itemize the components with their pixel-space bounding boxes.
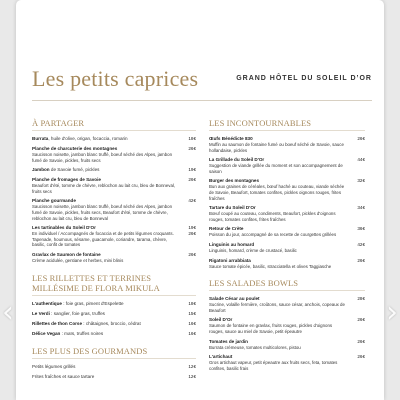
menu-item-name: Retour de Crète <box>209 226 244 232</box>
menu-item-price: 32€ <box>357 178 365 184</box>
menu-item-price: 34€ <box>357 205 365 211</box>
menu-item-name-line <box>32 301 176 307</box>
menu-item-price: 26€ <box>357 257 365 263</box>
menu-item <box>32 198 196 221</box>
menu-item-price: 42€ <box>357 241 365 247</box>
left-column <box>32 118 196 384</box>
section-title: LES INCONTOURNABLES <box>209 118 365 131</box>
menu-item-description: Beaufort d'été, tomme de chèvre, reblochon au lait cru, bleu de Bonneval, fruits secs <box>32 183 176 194</box>
menu-item-name: Soleil D'Or <box>209 317 233 323</box>
menu-item-price: 18€ <box>188 300 196 306</box>
section-title: LES PLUS DES GOURMANDS <box>32 346 196 359</box>
menu-item-description: Saumon de fontaine en gravlax, fruits rouges, pickles d'oignons rouges, sauce au miel de Savoie, petit épeautre <box>209 323 333 334</box>
header-divider <box>32 100 372 101</box>
menu-item-name-line <box>32 374 176 380</box>
menu-item-name: Le Verdi <box>32 310 50 316</box>
menu-item-price: 36€ <box>357 226 365 232</box>
menu-item-name: Rillettes de thon Corse <box>32 320 83 326</box>
menu-page <box>16 0 384 400</box>
menu-item-name: Œufs Bénédicte 830 <box>209 136 253 141</box>
menu-item <box>209 178 365 201</box>
menu-item-description: Muffin au saumon de fontaine fumé ou boeuf séché de Savoie, sauce hollandaise, pickles <box>209 142 344 153</box>
menu-item-name: Planche de fromages de Savoie <box>32 177 101 183</box>
menu-item-description: Linguinis, homard, crème de crustacé, basilic <box>209 247 297 253</box>
menu-item-price: 19€ <box>188 167 196 173</box>
hotel-name: GRAND HÔTEL DU SOLEIL D’OR <box>236 75 372 82</box>
menu-item-price: 44€ <box>357 157 365 163</box>
menu-item-name: Burrata <box>32 136 49 141</box>
menu-item-name-detail: , huile d'olive, origan, focaccia, romarin <box>48 136 128 141</box>
section-title: LES SALADES BOWLS <box>209 278 365 291</box>
menu-title: Les petits caprices <box>32 66 199 91</box>
menu-item-name: Rigatoni arrabbiata <box>209 257 251 263</box>
menu-item-name-line <box>32 331 176 337</box>
menu-item-price: 15€ <box>188 310 196 316</box>
menu-item-name: Gravlax de Saumon de fontaine <box>32 251 101 257</box>
menu-item <box>32 146 196 163</box>
menu-item-price: 28€ <box>357 296 365 302</box>
menu-item-price: 26€ <box>188 251 196 257</box>
menu-item-price: 26€ <box>357 317 365 323</box>
menu-item-description: Bœuf coupé au couteau, condiments, Beaufort, pickles d'oignons rouges, tomates confites, frites fraîches <box>209 211 336 222</box>
menu-item-name: Jambon <box>32 167 50 173</box>
menu-item <box>209 205 365 222</box>
menu-item <box>32 177 196 194</box>
menu-item <box>209 157 365 174</box>
menu-item-name-line <box>32 321 176 327</box>
menu-item-name: La Grillade du Soleil D'Or <box>209 157 265 163</box>
section-title: À PARTAGER <box>32 118 196 131</box>
menu-item-description: Suggestion de viande grillée du moment et son accompagnement de saison <box>209 163 343 174</box>
menu-item <box>32 225 196 248</box>
menu-item-name: Salade César au poulet <box>209 296 260 302</box>
menu-item <box>32 374 196 380</box>
menu-item-description: Bun aux graines de céréales, bœuf haché au couteau, viande séchée de Savoie, Beaufort, tomates confites, pickles oignons rouges, frites fraîches <box>209 184 345 201</box>
menu-item-description: Crème acidulée, gentiane et herbes, mini blinis <box>32 257 124 263</box>
menu-item-description: Sucrine, volaille fermière, croûtons, sauce césar, anchois, copeaux de Beaufort <box>209 302 345 313</box>
menu-item-name-line <box>32 311 176 317</box>
menu-item-description: Sauce tomate épicée, basilic, stracciatella et olives Taggiasche <box>209 263 332 269</box>
menu-item-price: 19€ <box>188 225 196 231</box>
menu-item-description: Saucisson noisette, jambon blanc truffé, boeuf séché des Alpes, jambon fumé de Savoie, pickles, fruits secs, Beaufort d'été, tomme de chèvre, reblochon au lait cru, bleu de Bonneval <box>32 204 173 221</box>
menu-item <box>32 311 196 317</box>
menu-item-price: 18€ <box>188 136 196 141</box>
menu-item-price: 26€ <box>357 136 365 141</box>
menu-item <box>32 321 196 327</box>
menu-item <box>209 339 365 351</box>
menu-item-name-detail: : sanglier, foie gras, truffes <box>49 310 105 316</box>
menu-item-price-alt: 26€ <box>188 231 196 237</box>
menu-item-description: En individuel / Accompagnés de focaccia et de petits légumes croquants. Tapenade, houmous, sésame, guacamole, coriandre, tarama, chèvre, basilic, confit de tomates <box>32 231 174 248</box>
menu-item <box>32 364 196 370</box>
right-column <box>209 118 365 375</box>
menu-item-name-line <box>32 364 176 370</box>
menu-item-name: Burger des montagnes <box>209 178 260 184</box>
menu-item-description: Poisson du jour, accompagné de sa recette de courgettes grillées <box>209 232 337 238</box>
menu-item-name-detail: : maïs, truffes noires <box>60 330 104 336</box>
next-page-chevron-icon[interactable]: › <box>386 295 398 330</box>
menu-item-price: 16€ <box>188 320 196 326</box>
menu-item-name: Les tartinables du Soleil D'Or <box>32 225 96 231</box>
menu-item <box>32 331 196 337</box>
menu-item <box>209 317 365 334</box>
menu-item-price: 26€ <box>357 338 365 344</box>
menu-item <box>209 258 365 270</box>
menu-item-description: Saucisson noisette, jambon blanc truffé, boeuf séché des Alpes, jambon fumé de Savoie, pickles, fruits secs <box>32 152 173 163</box>
menu-item-price: 26€ <box>357 354 365 360</box>
menu-item <box>209 242 365 254</box>
menu-item-name-line <box>32 167 176 173</box>
menu-item-name: Tartare du Soleil D'Or <box>209 205 256 211</box>
menu-item-name-detail: : foie gras, piment d'Espelette <box>61 300 124 306</box>
menu-item-name-detail: de Savoie fumé, pickles <box>49 167 100 173</box>
menu-item-price: 26€ <box>188 177 196 183</box>
menu-item <box>209 354 365 371</box>
menu-item <box>209 136 365 153</box>
menu-item <box>209 226 365 238</box>
menu-item <box>32 167 196 173</box>
menu-item-name: Tomates de jardin <box>209 338 248 344</box>
previous-page-chevron-icon[interactable]: ‹ <box>2 295 14 330</box>
menu-item-description: Burrata crémeuse, tomates multicolores, pistou <box>209 344 301 350</box>
menu-item-name-detail: : châtaignes, broccio, cédrat <box>82 320 141 326</box>
menu-item-name: L'artichaut <box>209 354 233 360</box>
menu-item-name-detail: Petits légumes grillés <box>32 363 76 369</box>
menu-item <box>209 296 365 313</box>
section-title: LES RILLETTES ET TERRINES MILLÉSIME DE FLORA MIKULA <box>32 273 196 296</box>
menu-item-name: Délice Vegan <box>32 330 61 336</box>
menu-item-price: 16€ <box>188 330 196 336</box>
menu-item-price: 12€ <box>188 373 196 379</box>
menu-item <box>32 136 196 142</box>
menu-item <box>32 301 196 307</box>
menu-item-name: Planche de charcuterie des montagnes <box>32 146 118 151</box>
menu-item-name-detail: Frites fraîches et sauce tartare <box>32 373 95 379</box>
menu-item-name: Planche gourmande <box>32 198 76 204</box>
menu-item-description: Gros artichaut vapeur, petit épeautre aux fruits secs, feta, tomates confites, basilic frais <box>209 360 338 371</box>
menu-item-price: 12€ <box>188 363 196 369</box>
menu-item-price: 42€ <box>188 198 196 204</box>
menu-item-name: Linguinis au homard <box>209 241 255 247</box>
menu-item-price: 26€ <box>188 146 196 151</box>
menu-item-name: L'authentique <box>32 300 62 306</box>
menu-item-name-line <box>32 136 176 142</box>
menu-item <box>32 252 196 264</box>
